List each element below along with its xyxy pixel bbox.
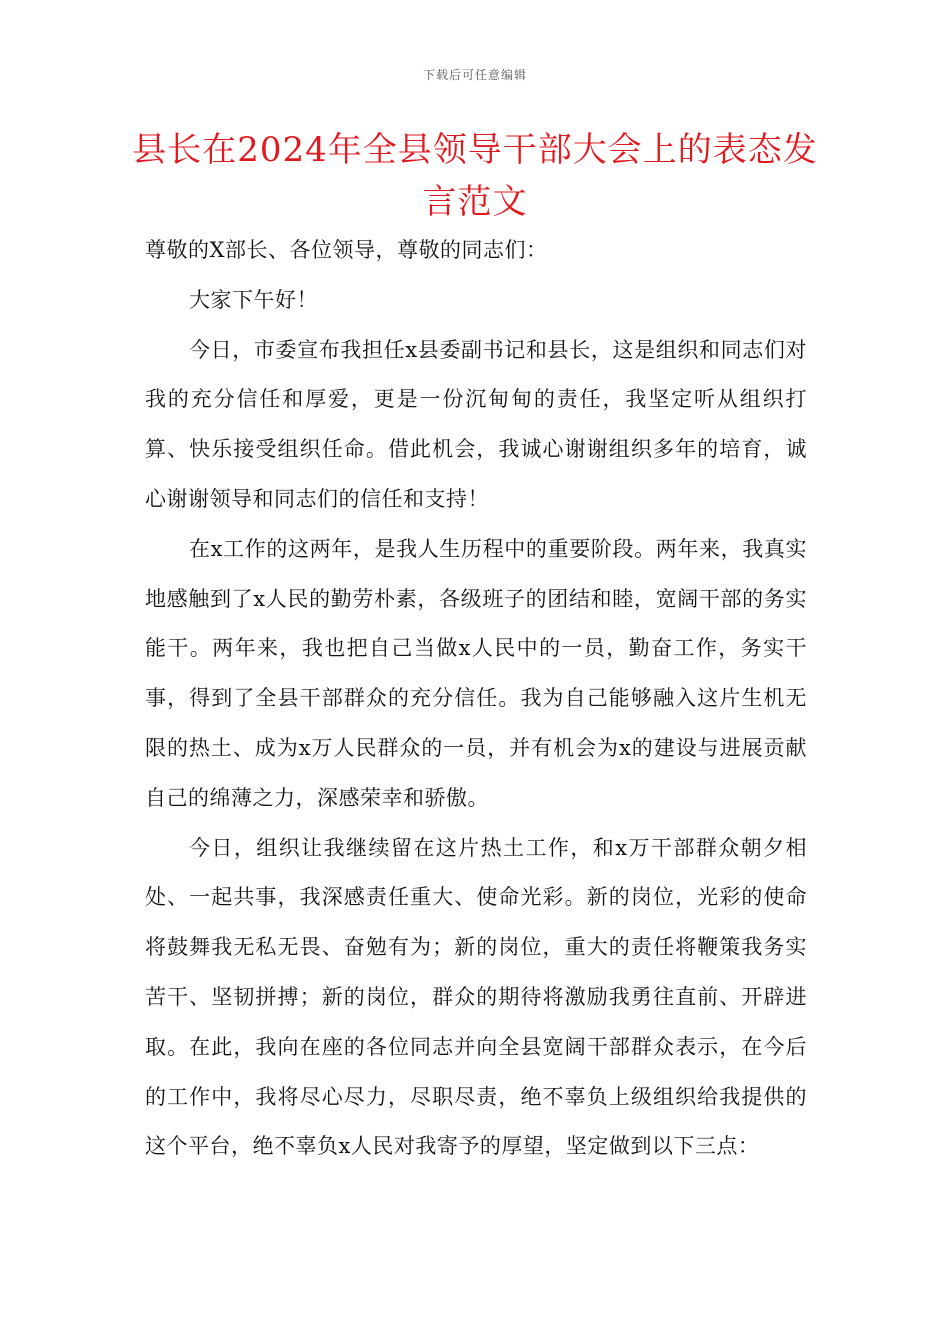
paragraph-2: 在x工作的这两年，是我人生历程中的重要阶段。两年来，我真实地感触到了x人民的勤劳朴素，各级班子的团结和睦，宽阔干部的务实能干。两年来，我也把自己当做x人民中的一员，勤奋工作，务实干事，得到了全县干部群众的充分信任。我为自己能够融入这片生机无限的热土、成为x万人民群众的一员，并有机会为x的建设与进展贡献自己的绵薄之力，深感荣幸和骄傲。 bbox=[145, 536, 807, 810]
paragraph-3: 今日，组织让我继续留在这片热土工作，和x万干部群众朝夕相处、一起共事，我深感责任重大、使命光彩。新的岗位，光彩的使命将鼓舞我无私无畏、奋勉有为；新的岗位，重大的责任将鞭策我务实苦干、坚韧拼搏；新的岗位，群众的期待将激励我勇往直前、开辟进取。在此，我向在座的各位同志并向全县宽阔干部群众表示，在今后的工作中，我将尽心尽力，尽职尽责，绝不辜负上级组织给我提供的这个平台，绝不辜负x人民对我寄予的厚望，坚定做到以下三点： bbox=[145, 835, 807, 1159]
greeting: 大家下午好！ bbox=[189, 287, 318, 312]
header-note: 下载后可任意编辑 bbox=[422, 68, 527, 82]
document-body bbox=[145, 226, 807, 1172]
paragraph-1: 今日，市委宣布我担任x县委副书记和县长，这是组织和同志们对我的充分信任和厚爱，更是一份沉甸甸的责任，我坚定听从组织打算、快乐接受组织任命。借此机会，我诚心谢谢组织多年的培育，诚心谢谢领导和同志们的信任和支持！ bbox=[145, 337, 807, 511]
salutation: 尊敬的X部长、各位领导，尊敬的同志们： bbox=[145, 238, 548, 262]
document-title: 县长在2024年全县领导干部大会上的表态发言范文 bbox=[132, 130, 818, 222]
